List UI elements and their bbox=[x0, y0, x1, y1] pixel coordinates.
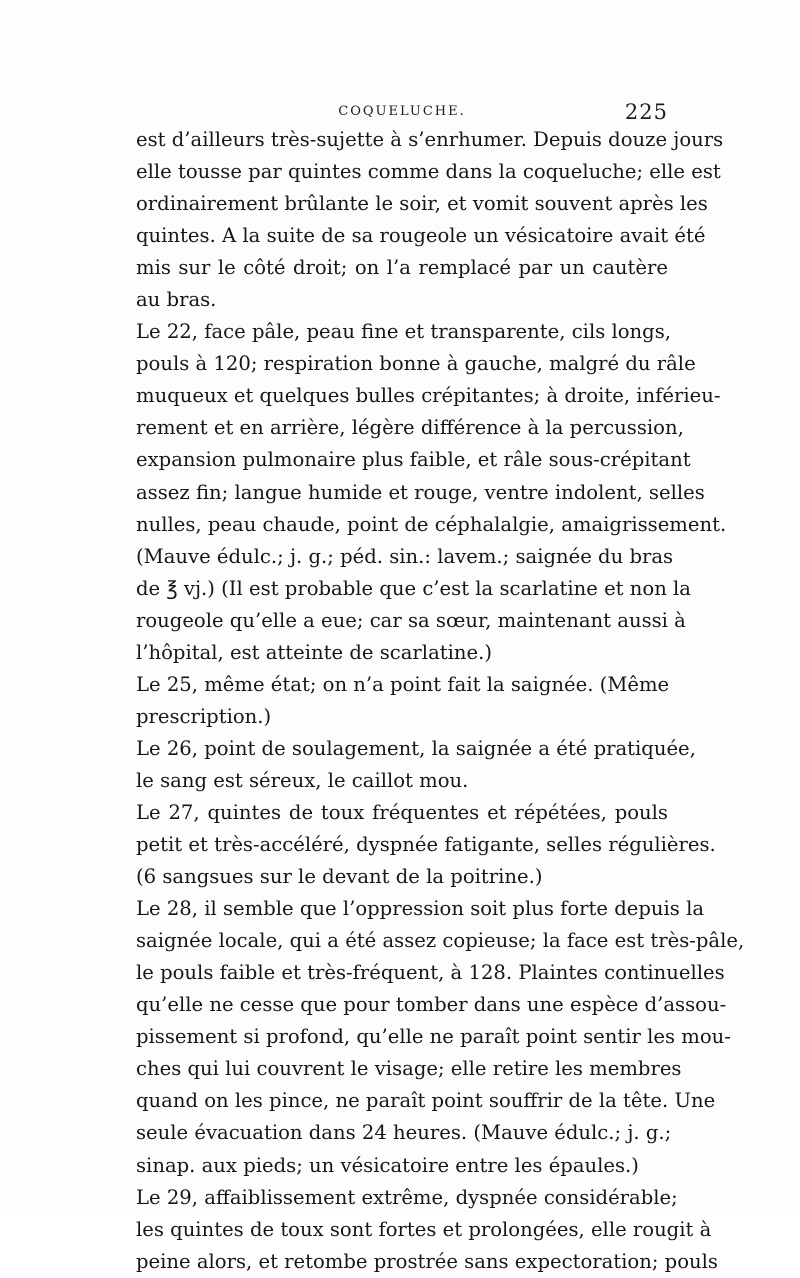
text-line: nulles, peau chaude, point de céphalalgie, amaigrissement. bbox=[136, 512, 727, 536]
text-line: quand on les pince, ne paraît point souffrir de la tête. Une bbox=[136, 1089, 716, 1113]
text-line: le sang est séreux, le caillot mou. bbox=[136, 768, 469, 792]
text-line: Le 28, il semble que l’oppression soit plus forte depuis la bbox=[136, 897, 705, 921]
text-line: seule évacuation dans 24 heures. (Mauve édulc.; j. g.; bbox=[136, 1121, 672, 1145]
text-line: pouls à 120; respiration bonne à gauche, malgré du râle bbox=[136, 352, 696, 376]
text-line: au bras. bbox=[136, 288, 217, 312]
page-number: 225 bbox=[624, 100, 668, 124]
text-line: les quintes de toux sont fortes et prolongées, elle rougit à bbox=[136, 1217, 712, 1241]
text-line: saignée locale, qui a été assez copieuse; la face est très-pâle, bbox=[136, 929, 745, 953]
text-line: pissement si profond, qu’elle ne paraît point sentir les mou- bbox=[136, 1025, 731, 1049]
text-line: elle tousse par quintes comme dans la coqueluche; elle est bbox=[136, 160, 721, 184]
text-line: (Mauve édulc.; j. g.; péd. sin.: lavem.; saignée du bras bbox=[136, 544, 674, 568]
running-head bbox=[136, 100, 668, 124]
text-line: rement et en arrière, légère différence à la percussion, bbox=[136, 416, 684, 440]
text-line: quintes. A la suite de sa rougeole un vésicatoire avait été bbox=[136, 224, 706, 248]
text-line: Le 29, affaiblissement extrême, dyspnée considérable; bbox=[136, 1185, 678, 1209]
text-line: le pouls faible et très-fréquent, à 128. Plaintes continuelles bbox=[136, 961, 725, 985]
text-line: qu’elle ne cesse que pour tomber dans une espèce d’assou- bbox=[136, 993, 727, 1017]
text-line: sinap. aux pieds; un vésicatoire entre les épaules.) bbox=[136, 1153, 639, 1177]
text-line: peine alors, et retombe prostrée sans expectoration; pouls bbox=[136, 1249, 718, 1273]
text-line: assez fin; langue humide et rouge, ventre indolent, selles bbox=[136, 480, 705, 504]
text-line: mis sur le côté droit; on l’a remplacé par un cautère bbox=[136, 256, 668, 280]
text-line: l’hôpital, est atteinte de scarlatine.) bbox=[136, 640, 492, 664]
text-line: ordinairement brûlante le soir, et vomit souvent après les bbox=[136, 192, 708, 216]
text-line: ches qui lui couvrent le visage; elle retire les membres bbox=[136, 1057, 682, 1081]
text-line: prescription.) bbox=[136, 704, 272, 728]
text-line: (6 sangsues sur le devant de la poitrine.) bbox=[136, 865, 543, 889]
text-line: Le 22, face pâle, peau fine et transparente, cils longs, bbox=[136, 320, 672, 344]
text-line: est d’ailleurs très-sujette à s’enrhumer. Depuis douze jours bbox=[136, 128, 724, 151]
text-line: Le 25, même état; on n’a point fait la saignée. (Même bbox=[136, 672, 670, 696]
text-line: muqueux et quelques bulles crépitantes; à droite, inférieu- bbox=[136, 384, 721, 408]
text-line: Le 27, quintes de toux fréquentes et répétées, pouls bbox=[136, 800, 668, 824]
text-line: expansion pulmonaire plus faible, et râle sous-crépitant bbox=[136, 448, 691, 472]
running-title: COQUELUCHE. bbox=[338, 104, 466, 119]
text-line: Le 26, point de soulagement, la saignée a été pratiquée, bbox=[136, 736, 696, 760]
body-text bbox=[136, 124, 745, 1278]
text-line: petit et très-accéléré, dyspnée fatigante, selles régulières. bbox=[136, 833, 716, 857]
text-line: rougeole qu’elle a eue; car sa sœur, maintenant aussi à bbox=[136, 608, 686, 632]
text-line: de ℥ vj.) (Il est probable que c’est la scarlatine et non la bbox=[136, 576, 691, 600]
